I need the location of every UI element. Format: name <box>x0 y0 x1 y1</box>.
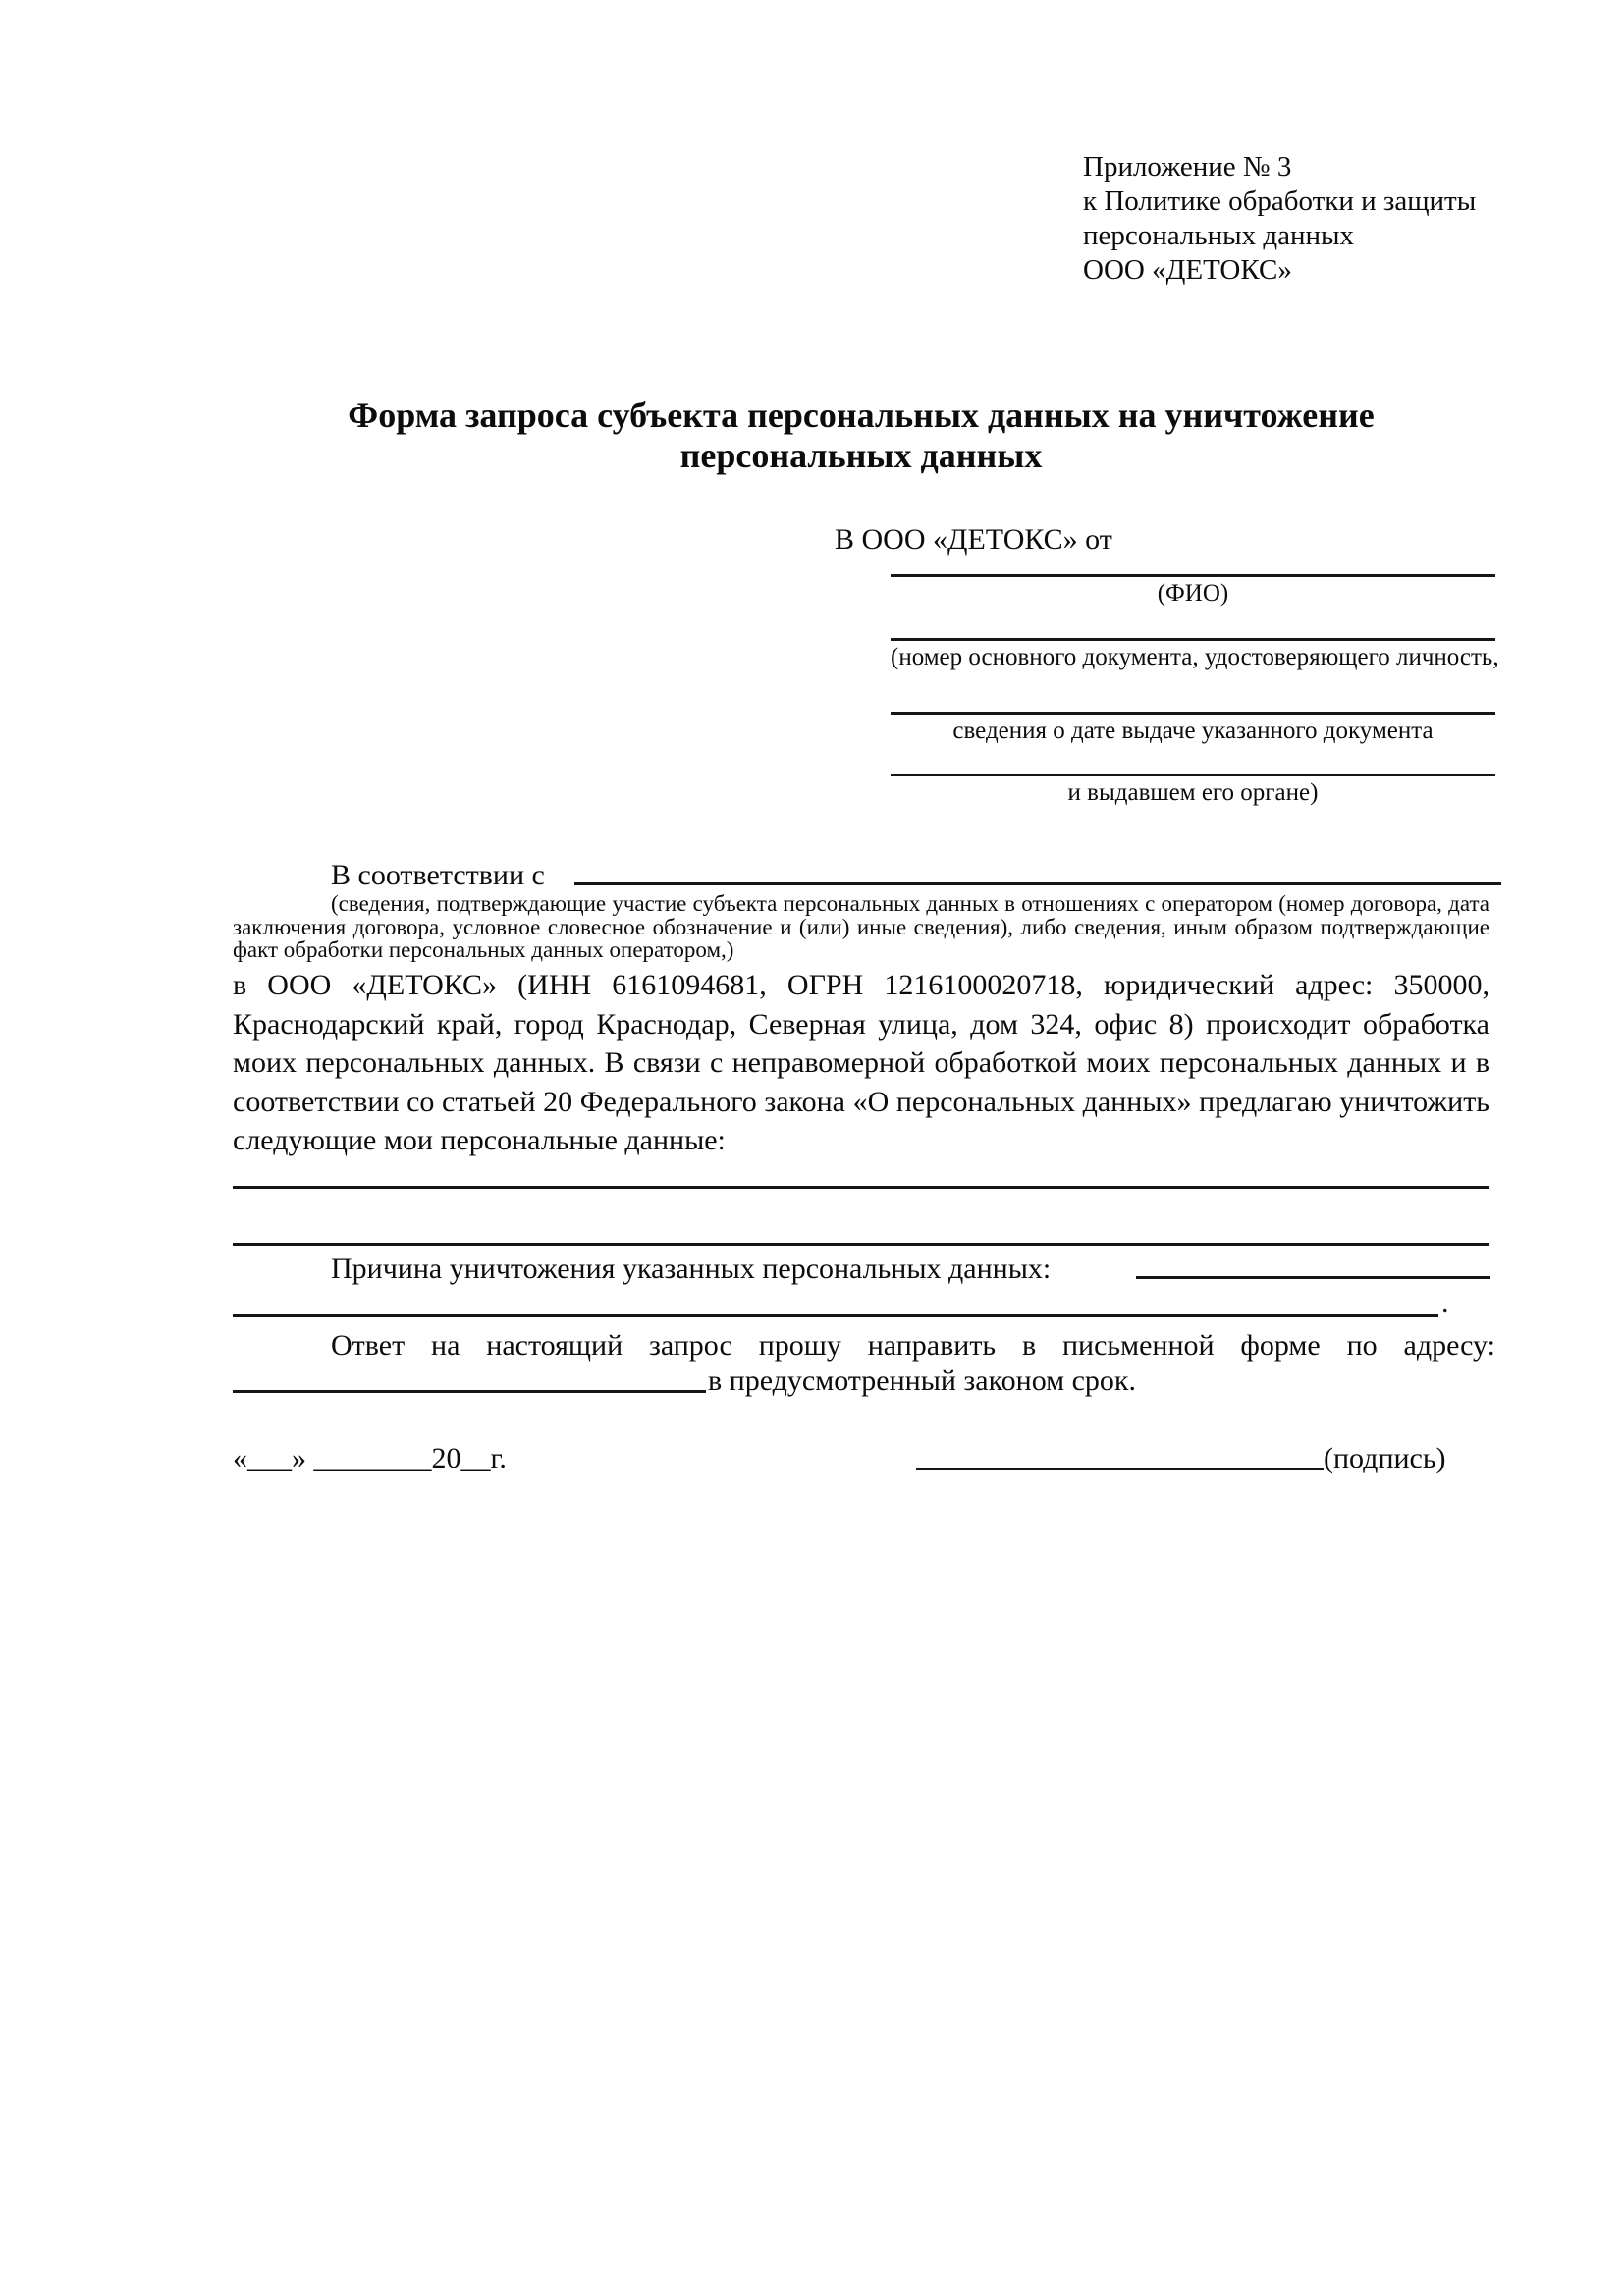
page-title <box>233 396 1489 476</box>
appendix-header-line-3: персональных данных <box>1083 220 1355 251</box>
issuing-authority-field-caption: и выдавшем его органе) <box>1067 779 1319 806</box>
fio-field-caption: (ФИО) <box>1157 580 1229 607</box>
reply-sentence-tail: в предусмотренный законом срок. <box>708 1364 1136 1397</box>
signature-caption: (подпись) <box>1324 1442 1446 1474</box>
accordance-blank-field[interactable] <box>574 882 1501 885</box>
issue-date-blank-field[interactable] <box>891 712 1495 715</box>
personal-data-blank-line-1[interactable] <box>233 1186 1489 1189</box>
main-paragraph: в ООО «ДЕТОКС» (ИНН 6161094681, ОГРН 1216100020718, юридический адрес: 350000, Краснодарский край, город Краснодар, Северная улица, дом 324, офис 8) происходит обработка моих персональных данных. В связи с неправомерной обработкой моих персональных данных и в соответствии со статьей 20 Федерального закона «О персональных данных» предлагаю уничтожить следующие мои персональные данные: <box>233 969 1489 1156</box>
issuing-authority-blank-field[interactable] <box>891 774 1495 776</box>
page-title-line-2: персональных данных <box>679 436 1043 475</box>
signature-blank-field[interactable] <box>916 1468 1324 1470</box>
issue-date-field-caption: сведения о дате выдаче указанного документа <box>952 718 1434 744</box>
fio-blank-field[interactable] <box>891 574 1495 577</box>
appendix-header-line-4: ООО «ДЕТОКС» <box>1083 254 1292 286</box>
reason-blank-field[interactable] <box>1136 1276 1490 1279</box>
document-number-blank-field[interactable] <box>891 638 1495 641</box>
accordance-label: В соответствии с <box>331 859 545 891</box>
appendix-header-line-1: Приложение № 3 <box>1083 151 1292 183</box>
sentence-period: . <box>1441 1287 1449 1319</box>
reply-address-blank-field[interactable] <box>233 1390 706 1393</box>
appendix-header-line-2: к Политике обработки и защиты <box>1083 186 1477 217</box>
reply-sentence: Ответ на настоящий запрос прошу направить в письменной форме по адресу: <box>331 1329 1495 1362</box>
reason-label: Причина уничтожения указанных персональных данных: <box>331 1253 1052 1285</box>
appendix-header <box>1083 150 1476 288</box>
date-blank-field[interactable]: «___» ________20__г. <box>233 1442 507 1474</box>
page-title-line-1: Форма запроса субъекта персональных данных на уничтожение <box>348 396 1375 435</box>
document-number-field-caption: (номер основного документа, удостоверяющего личность, <box>891 644 1499 670</box>
accordance-note: (сведения, подтверждающие участие субъекта персональных данных в отношениях с оператором (номер договора, дата заключения договора, условное словесное обозначение и (или) иные сведения), либо сведения, иным образом подтверждающие факт обработки персональных данных оператором,) <box>233 891 1489 962</box>
personal-data-blank-line-2[interactable] <box>233 1243 1489 1246</box>
reason-blank-line-2[interactable] <box>233 1314 1438 1317</box>
addressee-line: В ООО «ДЕТОКС» от <box>835 523 1112 556</box>
